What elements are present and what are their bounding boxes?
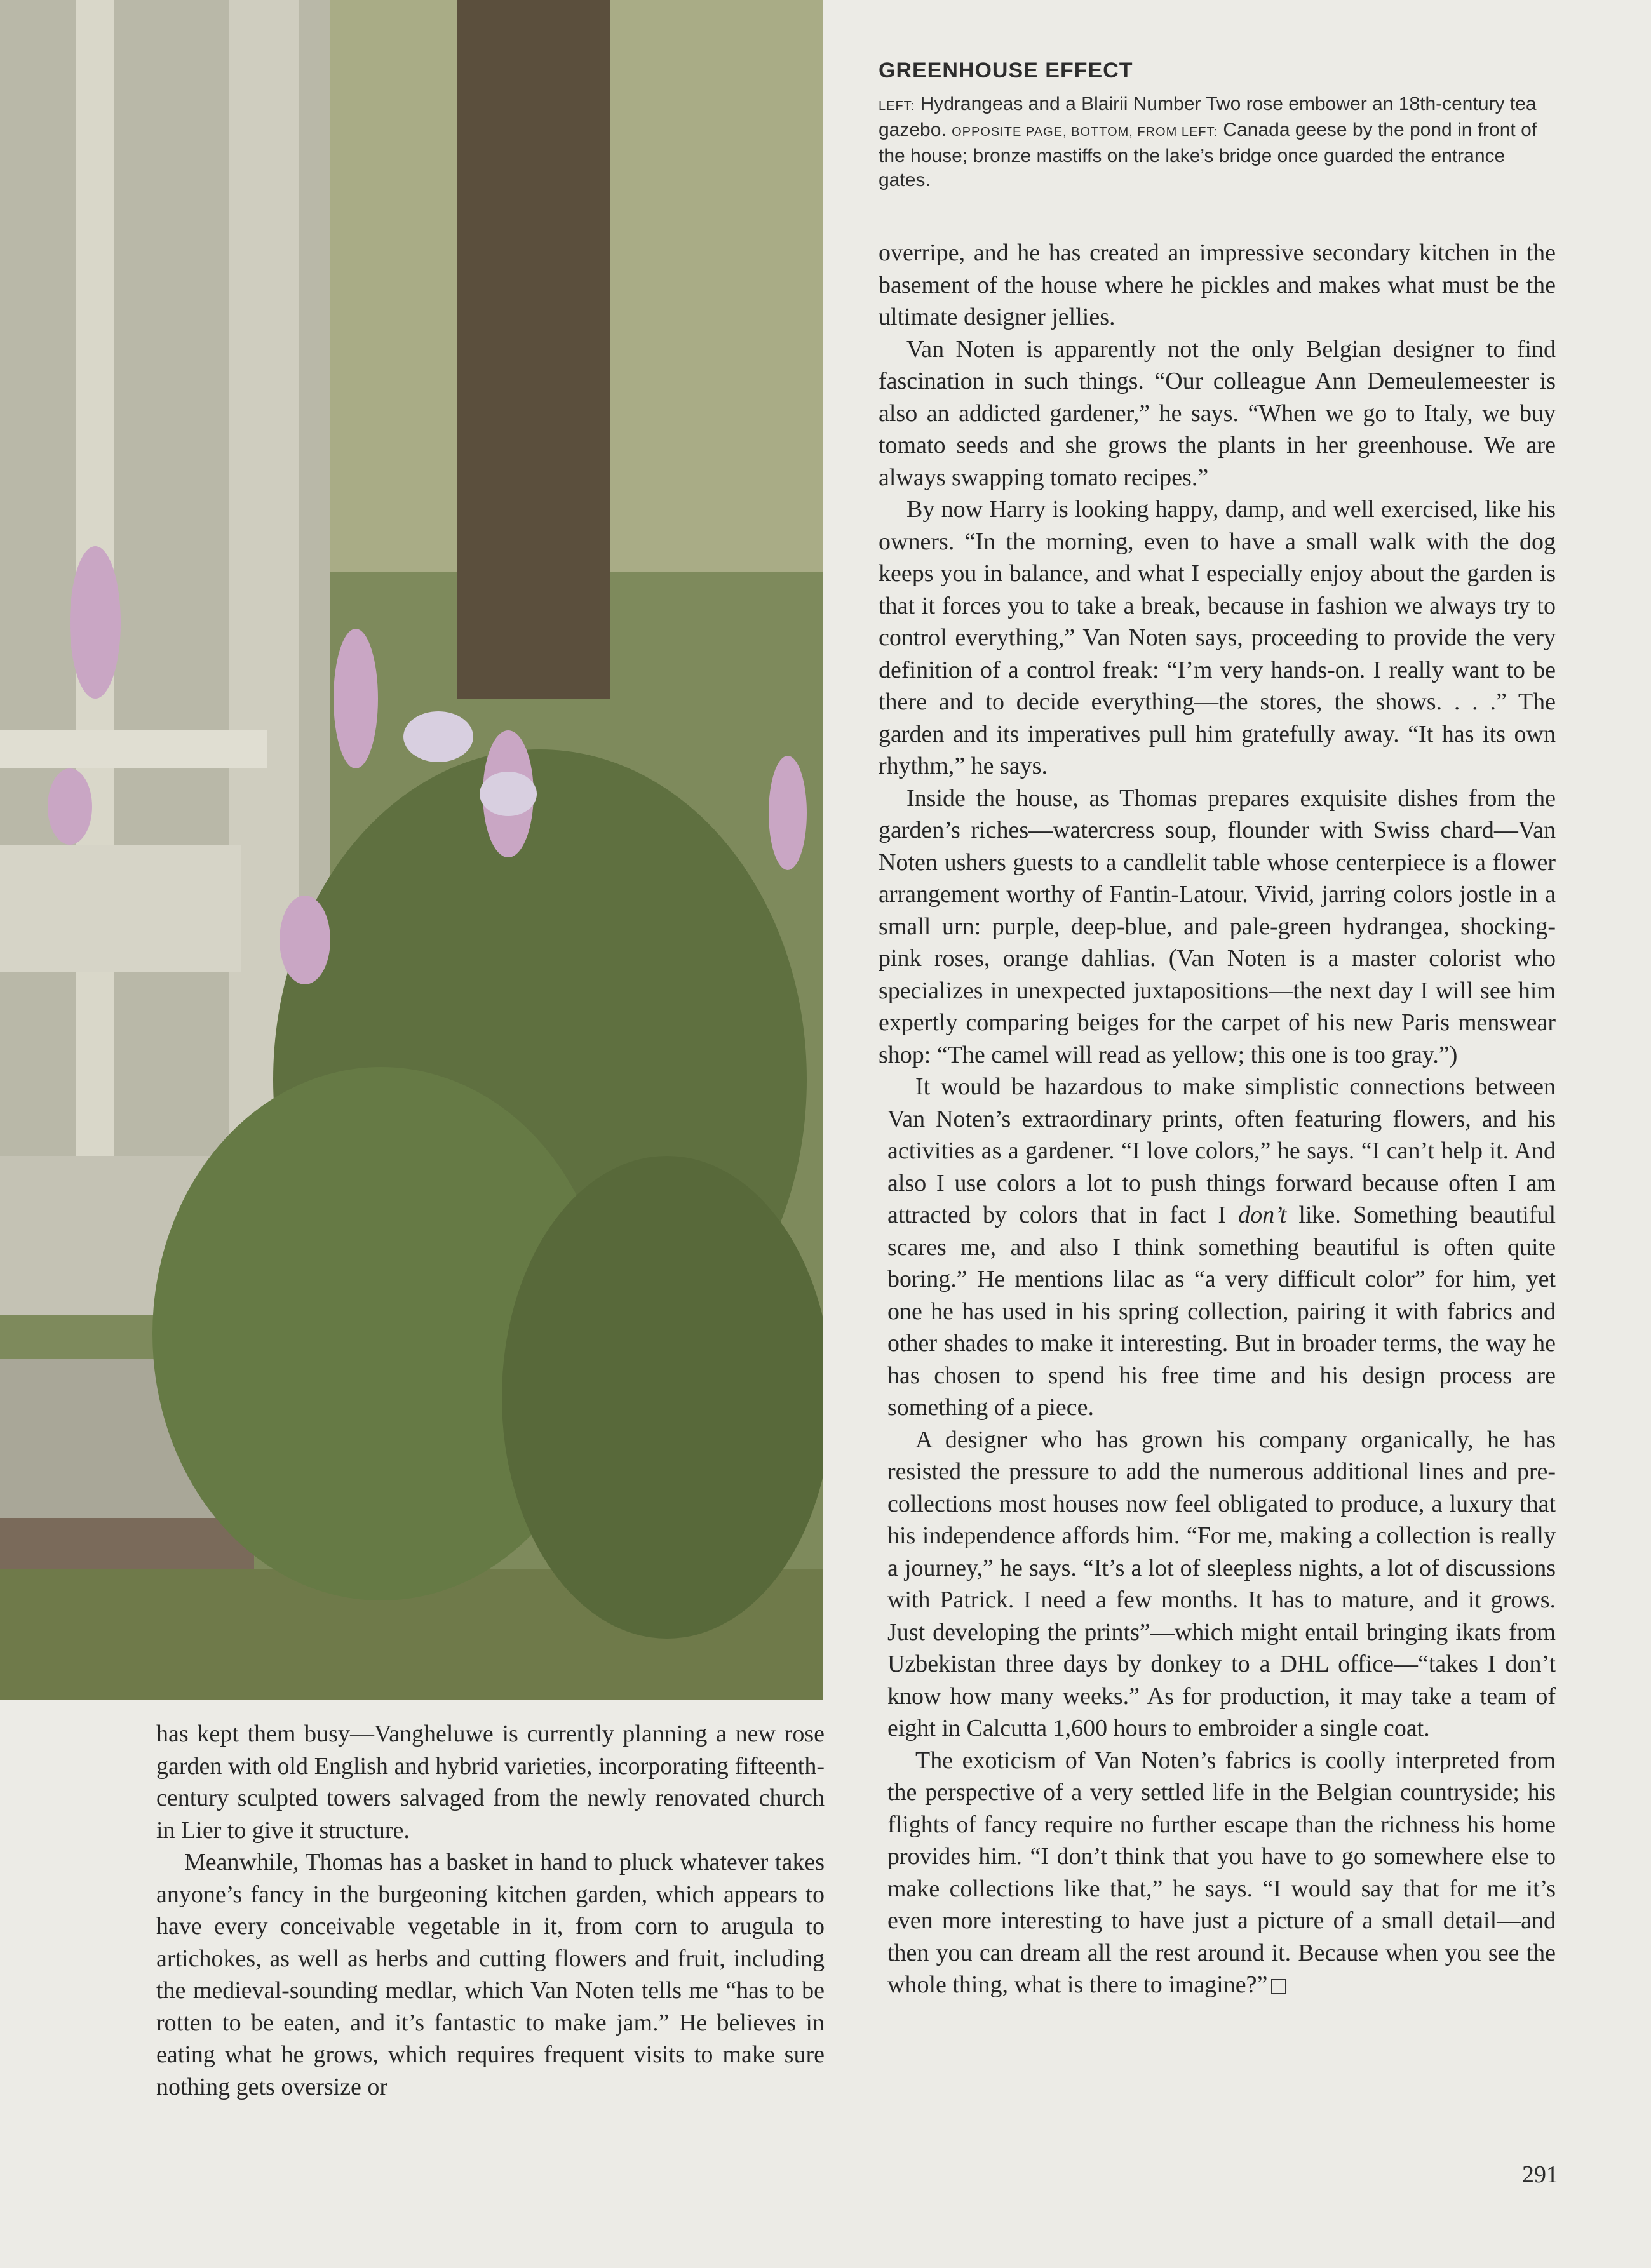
photo-illustration — [0, 0, 823, 1700]
caption-left-text: Hydrangeas and a Blairii Number Two rose embower an 18th-century tea gazebo. — [879, 93, 1537, 140]
right-paragraph-2: Van Noten is apparently not the only Belgian designer to find fascination in such things. “Our colleague Ann Demeulemeester is also an addicted gardener,” he says. “When we go to Italy, we buy tomato seeds and she grows the plants in her greenhouse. We are always swapping tomato recipes.” — [879, 335, 1556, 491]
photo-caption — [879, 58, 1546, 192]
garden-gazebo-photo — [0, 0, 823, 1700]
page-number: 291 — [1522, 2161, 1558, 2188]
p5-emphasis: don’t — [1238, 1202, 1287, 1228]
right-paragraph-6: A designer who has grown his company organically, he has resisted the pressure to add the numerous additional lines and pre-collections most houses now feel obligated to produce, a luxury that his independence affords him. “For me, making a collection is really a journey,” he says. “It’s a lot of sleepless nights, a lot of discussions with Patrick. I need a few months. It has to mature, and it grows. Just developing the prints”—which might entail bringing ikats from Uzbekistan three days by donkey to a DHL office—“takes I don’t know how many weeks.” As for production, it may take a team of eight in Calcutta 1,600 hours to embroider a single coat. — [887, 1426, 1556, 1741]
left-text-column — [156, 1718, 825, 2103]
right-paragraph-5 — [887, 1071, 1556, 1424]
caption-opposite-label: OPPOSITE PAGE, BOTTOM, FROM LEFT: — [952, 125, 1218, 139]
caption-title: GREENHOUSE EFFECT — [879, 58, 1133, 83]
p5-part-a: It would be hazardous to make simplistic connections between Van Noten’s extraordinary prints, often featuring flowers, and his activities as a gardener. “I love colors,” he says. “I can’t help it. And also I use colors a lot to push things forward because often I am attracted by colors that in fact I — [887, 1073, 1556, 1228]
right-text-column — [879, 237, 1556, 2001]
right-paragraph-7 — [887, 1745, 1556, 2001]
left-paragraph-2: Meanwhile, Thomas has a basket in hand to pluck whatever takes anyone’s fancy in the burgeoning kitchen garden, which appears to have every conceivable vegetable in it, from corn to arugula to artichokes, as well as herbs and cutting flowers and fruit, including the medieval-sounding medlar, which Van Noten tells me “has to be rotten to be eaten, and it’s fantastic to make jam.” He believes in eating what he grows, which requires frequent visits to make sure nothing gets oversize or — [156, 1849, 825, 2100]
right-paragraph-4: Inside the house, as Thomas prepares exquisite dishes from the garden’s riches—watercress soup, flounder with Swiss chard—Van Noten ushers guests to a candlelit table whose centerpiece is a flower arrangement worthy of Fantin-Latour. Vivid, jarring colors jostle in a small urn: purple, deep-blue, and pale-green hydrangea, shocking-pink roses, orange dahlias. (Van Noten is a master colorist who specializes in unexpected juxtapositions—the next day I will see him expertly comparing beiges for the carpet of his new Paris menswear shop: “The camel will read as yellow; this one is too gray.”) — [879, 784, 1556, 1068]
right-paragraph-3: By now Harry is looking happy, damp, and well exercised, like his owners. “In the morning, even to have a small walk with the dog keeps you in balance, and what I especially enjoy about the garden is that it forces you to take a break, because in fashion we always try to control everything,” Van Noten says, proceeding to provide the very definition of a control freak: “I’m very hands-on. I really want to be there and to decide everything—the stores, the shows. . . .” The garden and its imperatives pull him gratefully away. “It has its own rhythm,” he says. — [879, 496, 1556, 779]
caption-left-label: LEFT: — [879, 99, 915, 113]
right-paragraph-1: overripe, and he has created an impressive secondary kitchen in the basement of the house where he pickles and makes what must be the ultimate designer jellies. — [879, 239, 1556, 330]
end-mark-icon — [1271, 1979, 1286, 1994]
p5-part-b: like. Something beautiful scares me, and also I think something beautiful is often quite boring.” He mentions lilac as “a very difficult color” for him, yet one he has used in his spring collection, pairing it with fabrics and other shades to make it interesting. But in broader terms, the way he has chosen to spend his free time and his design process are something of a piece. — [887, 1202, 1556, 1421]
p7-text: The exoticism of Van Noten’s fabrics is coolly interpreted from the perspective of a very settled life in the Belgian countryside; his flights of fancy require no further escape than the richness his home provides him. “I don’t think that you have to go somewhere else to make collections like that,” he says. “I would say that for me it’s even more interesting to have just a picture of a small detail—and then you can dream all the rest around it. Because when you see the whole thing, what is there to imagine?” — [887, 1747, 1556, 1998]
caption-text — [879, 92, 1546, 192]
caption-opposite-text: Canada geese by the pond in front of the house; bronze mastiffs on the lake’s bridge once guarded the entrance gates. — [879, 119, 1537, 191]
left-paragraph-1: has kept them busy—Vangheluwe is currently planning a new rose garden with old English and hybrid varieties, incorporating fifteenth-century sculpted towers salvaged from the newly renovated church in Lier to give it structure. — [156, 1721, 825, 1844]
